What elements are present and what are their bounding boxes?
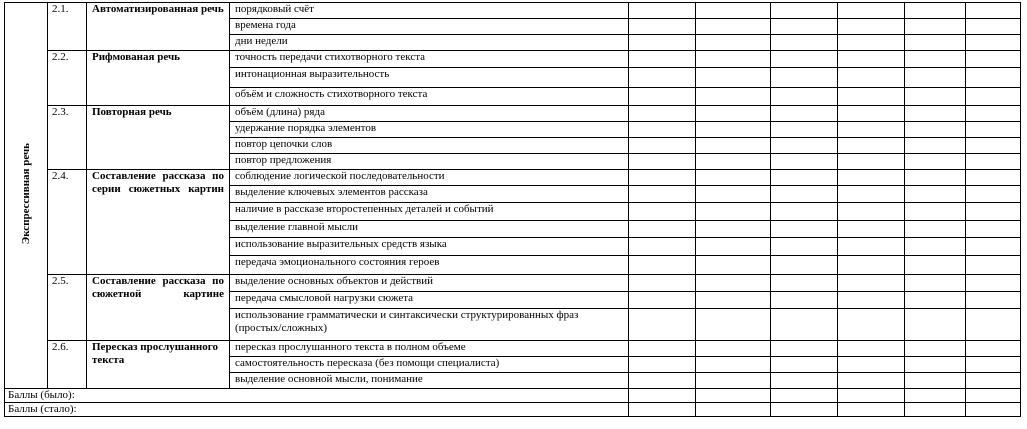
criterion-label: объём (длина) ряда: [230, 106, 629, 122]
score-cell[interactable]: [966, 122, 1021, 138]
subsection-number: 2.1.: [48, 3, 87, 51]
score-cell[interactable]: [905, 19, 966, 35]
score-cell[interactable]: [838, 122, 905, 138]
score-cell[interactable]: [838, 221, 905, 238]
score-cell[interactable]: [905, 309, 966, 341]
score-cell[interactable]: [696, 238, 771, 256]
score-cell[interactable]: [629, 170, 696, 186]
subsection-number: 2.5.: [48, 275, 87, 341]
criterion-label: самостоятельность пересказа (без помощи специалиста): [230, 357, 629, 373]
score-cell[interactable]: [966, 389, 1021, 403]
score-cell[interactable]: [838, 275, 905, 292]
score-cell[interactable]: [838, 309, 905, 341]
subsection-number: 2.3.: [48, 106, 87, 170]
score-cell[interactable]: [629, 309, 696, 341]
score-cell[interactable]: [905, 35, 966, 51]
score-cell[interactable]: [905, 68, 966, 88]
score-row-before: [5, 389, 1021, 403]
score-cell[interactable]: [838, 341, 905, 357]
score-cell[interactable]: [838, 238, 905, 256]
score-cell[interactable]: [905, 154, 966, 170]
score-cell[interactable]: [905, 341, 966, 357]
criterion-label: повтор цепочки слов: [230, 138, 629, 154]
score-row-after: [5, 403, 1021, 417]
score-cell[interactable]: [838, 373, 905, 389]
score-cell[interactable]: [838, 68, 905, 88]
subsection-title: Автоматизированная речь: [87, 3, 230, 51]
score-cell[interactable]: [696, 138, 771, 154]
score-cell[interactable]: [629, 256, 696, 275]
score-cell[interactable]: [629, 154, 696, 170]
score-cell[interactable]: [838, 51, 905, 68]
score-cell[interactable]: [696, 292, 771, 309]
score-cell[interactable]: [629, 389, 696, 403]
score-cell[interactable]: [905, 88, 966, 106]
criterion-label: выделение главной мысли: [230, 221, 629, 238]
score-cell[interactable]: [629, 186, 696, 203]
score-cell[interactable]: [966, 357, 1021, 373]
score-cell[interactable]: [905, 292, 966, 309]
criterion-label: точность передачи стихотворного текста: [230, 51, 629, 68]
score-cell[interactable]: [905, 170, 966, 186]
criterion-label: наличие в рассказе второстепенных деталей и событий: [230, 203, 629, 221]
score-cell[interactable]: [905, 203, 966, 221]
score-cell[interactable]: [838, 3, 905, 19]
score-cell[interactable]: [905, 122, 966, 138]
criterion-row: [5, 341, 1021, 357]
score-label-before: Баллы (было):: [5, 389, 629, 403]
criterion-label: использование грамматически и синтаксически структурированных фраз (простых/сложных): [230, 309, 629, 341]
score-cell[interactable]: [696, 88, 771, 106]
subsection-number: 2.6.: [48, 341, 87, 389]
criterion-row: [5, 170, 1021, 186]
criterion-row: [5, 106, 1021, 122]
score-cell[interactable]: [629, 341, 696, 357]
score-cell[interactable]: [771, 186, 838, 203]
score-cell[interactable]: [966, 256, 1021, 275]
score-cell[interactable]: [629, 88, 696, 106]
score-cell[interactable]: [838, 357, 905, 373]
score-cell[interactable]: [771, 341, 838, 357]
score-cell[interactable]: [629, 19, 696, 35]
score-cell[interactable]: [905, 256, 966, 275]
score-cell[interactable]: [771, 122, 838, 138]
score-cell[interactable]: [966, 154, 1021, 170]
criterion-label: повтор предложения: [230, 154, 629, 170]
score-cell[interactable]: [696, 403, 771, 417]
score-cell[interactable]: [629, 221, 696, 238]
score-cell[interactable]: [696, 122, 771, 138]
score-cell[interactable]: [771, 357, 838, 373]
score-cell[interactable]: [696, 389, 771, 403]
criterion-label: использование выразительных средств языка: [230, 238, 629, 256]
score-cell[interactable]: [838, 403, 905, 417]
criterion-label: передача эмоционального состояния героев: [230, 256, 629, 275]
score-cell[interactable]: [838, 389, 905, 403]
score-cell[interactable]: [905, 51, 966, 68]
criterion-label: пересказ прослушанного текста в полном объеме: [230, 341, 629, 357]
score-cell[interactable]: [629, 403, 696, 417]
score-cell[interactable]: [629, 238, 696, 256]
criterion-label: выделение ключевых элементов рассказа: [230, 186, 629, 203]
score-cell[interactable]: [629, 106, 696, 122]
score-cell[interactable]: [905, 275, 966, 292]
score-cell[interactable]: [696, 51, 771, 68]
score-cell[interactable]: [696, 309, 771, 341]
subsection-title: Пересказ прослушанного текста: [87, 341, 230, 389]
score-cell[interactable]: [771, 292, 838, 309]
score-cell[interactable]: [771, 221, 838, 238]
score-cell[interactable]: [696, 35, 771, 51]
score-cell[interactable]: [771, 154, 838, 170]
criterion-label: интонационная выразительность: [230, 68, 629, 88]
score-cell[interactable]: [696, 170, 771, 186]
section-cell: [5, 3, 48, 389]
score-cell[interactable]: [905, 221, 966, 238]
score-cell[interactable]: [966, 203, 1021, 221]
score-cell[interactable]: [838, 186, 905, 203]
score-cell[interactable]: [771, 238, 838, 256]
score-cell[interactable]: [966, 19, 1021, 35]
score-cell[interactable]: [771, 389, 838, 403]
score-cell[interactable]: [966, 275, 1021, 292]
score-cell[interactable]: [838, 138, 905, 154]
score-cell[interactable]: [696, 154, 771, 170]
score-cell[interactable]: [771, 170, 838, 186]
score-cell[interactable]: [629, 68, 696, 88]
subsection-title: Составление рассказа по сюжетной картине: [87, 275, 230, 341]
score-cell[interactable]: [905, 389, 966, 403]
score-cell[interactable]: [966, 170, 1021, 186]
criterion-label: соблюдение логической последовательности: [230, 170, 629, 186]
score-cell[interactable]: [966, 292, 1021, 309]
subsection-number: 2.2.: [48, 51, 87, 106]
score-cell[interactable]: [629, 275, 696, 292]
score-cell[interactable]: [905, 3, 966, 19]
score-cell[interactable]: [966, 309, 1021, 341]
score-cell[interactable]: [629, 138, 696, 154]
criterion-row: [5, 51, 1021, 68]
score-cell[interactable]: [966, 3, 1021, 19]
score-cell[interactable]: [838, 292, 905, 309]
criterion-label: порядковый счёт: [230, 3, 629, 19]
score-cell[interactable]: [771, 3, 838, 19]
score-cell[interactable]: [696, 3, 771, 19]
score-cell[interactable]: [771, 203, 838, 221]
score-cell[interactable]: [696, 357, 771, 373]
score-cell[interactable]: [629, 357, 696, 373]
score-cell[interactable]: [771, 106, 838, 122]
score-cell[interactable]: [629, 122, 696, 138]
score-cell[interactable]: [629, 35, 696, 51]
score-cell[interactable]: [771, 35, 838, 51]
score-cell[interactable]: [905, 357, 966, 373]
score-cell[interactable]: [838, 106, 905, 122]
score-cell[interactable]: [838, 19, 905, 35]
score-cell[interactable]: [629, 3, 696, 19]
score-cell[interactable]: [696, 68, 771, 88]
score-cell[interactable]: [966, 68, 1021, 88]
criterion-label: объём и сложность стихотворного текста: [230, 88, 629, 106]
score-cell[interactable]: [696, 186, 771, 203]
score-cell[interactable]: [696, 256, 771, 275]
score-cell[interactable]: [905, 186, 966, 203]
criterion-row: [5, 3, 1021, 19]
score-cell[interactable]: [966, 186, 1021, 203]
score-cell[interactable]: [696, 275, 771, 292]
score-cell[interactable]: [696, 221, 771, 238]
score-cell[interactable]: [771, 88, 838, 106]
subsection-title: Составление рассказа по серии сюжетных картин: [87, 170, 230, 275]
score-cell[interactable]: [771, 68, 838, 88]
subsection-number: 2.4.: [48, 170, 87, 275]
criterion-label: удержание порядка элементов: [230, 122, 629, 138]
score-cell[interactable]: [838, 203, 905, 221]
score-cell[interactable]: [966, 51, 1021, 68]
score-cell[interactable]: [771, 275, 838, 292]
assessment-table: [4, 2, 1021, 417]
criterion-label: времена года: [230, 19, 629, 35]
score-cell[interactable]: [838, 154, 905, 170]
subsection-title: Рифмованая речь: [87, 51, 230, 106]
score-cell[interactable]: [838, 88, 905, 106]
score-cell[interactable]: [966, 341, 1021, 357]
score-cell[interactable]: [771, 309, 838, 341]
score-cell[interactable]: [838, 170, 905, 186]
score-cell[interactable]: [966, 221, 1021, 238]
score-cell[interactable]: [771, 19, 838, 35]
score-cell[interactable]: [696, 106, 771, 122]
score-cell[interactable]: [966, 138, 1021, 154]
criterion-label: передача смысловой нагрузки сюжета: [230, 292, 629, 309]
score-cell[interactable]: [771, 51, 838, 68]
score-cell[interactable]: [905, 106, 966, 122]
section-label: Экспрессивная речь: [19, 142, 32, 245]
score-cell[interactable]: [771, 373, 838, 389]
score-cell[interactable]: [771, 256, 838, 275]
subsection-title: Повторная речь: [87, 106, 230, 170]
score-cell[interactable]: [696, 341, 771, 357]
score-cell[interactable]: [905, 373, 966, 389]
score-cell[interactable]: [966, 106, 1021, 122]
score-cell[interactable]: [771, 403, 838, 417]
score-cell[interactable]: [838, 256, 905, 275]
table-body: [5, 3, 1021, 417]
score-cell[interactable]: [966, 373, 1021, 389]
criterion-label: выделение основной мысли, понимание: [230, 373, 629, 389]
score-cell[interactable]: [966, 238, 1021, 256]
score-cell[interactable]: [696, 373, 771, 389]
score-label-after: Баллы (стало):: [5, 403, 629, 417]
criterion-label: дни недели: [230, 35, 629, 51]
score-cell[interactable]: [696, 203, 771, 221]
score-cell[interactable]: [905, 238, 966, 256]
score-cell[interactable]: [629, 292, 696, 309]
criterion-row: [5, 275, 1021, 292]
score-cell[interactable]: [771, 138, 838, 154]
score-cell[interactable]: [629, 373, 696, 389]
score-cell[interactable]: [629, 51, 696, 68]
score-cell[interactable]: [905, 138, 966, 154]
score-cell[interactable]: [905, 403, 966, 417]
score-cell[interactable]: [966, 35, 1021, 51]
score-cell[interactable]: [696, 19, 771, 35]
score-cell[interactable]: [966, 403, 1021, 417]
score-cell[interactable]: [966, 88, 1021, 106]
score-cell[interactable]: [838, 35, 905, 51]
score-cell[interactable]: [629, 203, 696, 221]
criterion-label: выделение основных объектов и действий: [230, 275, 629, 292]
